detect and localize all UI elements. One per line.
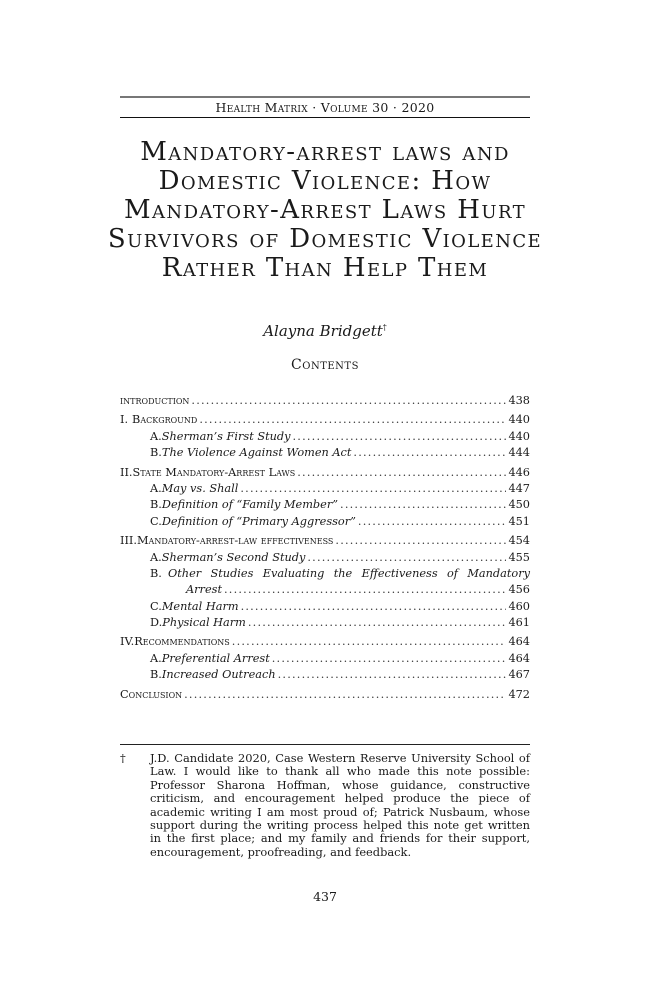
toc-leader [307, 551, 506, 564]
toc-entry-conclusion[interactable] [120, 688, 530, 704]
author-name: Alayna Bridgett [263, 322, 383, 340]
toc-entry-family-member[interactable] [120, 498, 530, 514]
toc-number: III. [120, 534, 137, 548]
running-head: Health Matrix · Volume 30 · 2020 [120, 96, 530, 118]
toc-page: 461 [508, 616, 530, 630]
toc-number: A. [150, 550, 162, 564]
toc-page: 444 [508, 446, 530, 460]
toc-leader [199, 413, 506, 426]
toc-page: 460 [508, 599, 530, 613]
toc-leader [241, 600, 507, 613]
toc-entry-other-studies[interactable] [120, 567, 530, 583]
footnote [120, 752, 530, 859]
toc-label: Definition of “Primary Aggressor” [161, 514, 356, 528]
toc-entry-may-vs-shall[interactable] [120, 482, 530, 498]
toc-entry-preferential-arrest[interactable] [120, 652, 530, 668]
toc-leader [353, 446, 506, 459]
toc-number: A. [150, 429, 162, 443]
toc-leader [293, 430, 507, 443]
toc-number: B. [150, 498, 162, 512]
toc-page: 464 [508, 635, 530, 649]
toc-entry-mental-harm[interactable] [120, 600, 530, 616]
toc-page: 456 [508, 583, 530, 597]
toc-label: Other Studies Evaluating the Effectiveness of Mandatory [168, 566, 530, 580]
toc-leader [191, 394, 506, 407]
toc-label-continued: Arrest [186, 583, 222, 597]
toc-leader [184, 688, 506, 701]
toc-leader [297, 466, 506, 479]
toc-label: Recommendations [134, 635, 230, 649]
toc-label: Mandatory-arrest-law effectiveness [136, 534, 334, 548]
toc-page: 454 [508, 534, 530, 548]
toc-leader [240, 482, 506, 495]
toc-entry-physical-harm[interactable] [120, 616, 530, 632]
page-number: 437 [313, 889, 337, 904]
toc-page: 440 [508, 413, 530, 427]
toc-leader [340, 498, 506, 511]
toc-number: II. [120, 465, 133, 479]
toc-number: I. [120, 413, 129, 427]
toc-number: A. [150, 651, 162, 665]
toc-leader [358, 515, 507, 528]
toc-label: Increased Outreach [161, 668, 276, 682]
toc-page: 464 [508, 651, 530, 665]
toc-label: May vs. Shall [161, 481, 239, 495]
toc-page: 440 [508, 429, 530, 443]
toc-number: A. [150, 481, 162, 495]
toc-entry-recommendations[interactable] [120, 635, 530, 651]
author-footnote-mark[interactable]: † [382, 323, 387, 332]
toc-label: State Mandatory-Arrest Laws [132, 465, 296, 479]
toc-number: C. [150, 514, 162, 528]
toc-leader [272, 652, 507, 665]
toc-entry-other-studies-continued[interactable] [120, 583, 530, 599]
toc-page: 455 [508, 550, 530, 564]
footnote-text: J.D. Candidate 2020, Case Western Reserve University School of Law. I would like to thank all who made this note possible: Professor Sharona Hoffman, whose guidance, constructive criticism, and encouragement helped produce the piece of academic writing I am most proud of; Patrick Nusbaum, whose support during the writing process helped this note get written in the first place; and my family and friends for their support, encouragement, proofreading, and feedback. [150, 751, 530, 859]
toc-leader [224, 583, 506, 596]
toc-page: 446 [508, 465, 530, 479]
toc-number: B. [150, 566, 162, 580]
toc-page: 451 [508, 514, 530, 528]
toc-entry-primary-aggressor[interactable] [120, 515, 530, 531]
article-title: Mandatory-arrest laws and Domestic Violence: How Mandatory-Arrest Laws Hurt Survivors of Domestic Violence Rather Than Help Them [107, 137, 543, 283]
toc-number: D. [150, 616, 163, 630]
toc-label: Conclusion [120, 687, 183, 701]
toc-page: 438 [508, 394, 530, 407]
toc-number: B. [150, 446, 162, 460]
toc-number: IV. [120, 635, 135, 649]
toc-page: 472 [508, 687, 530, 701]
toc-label: Preferential Arrest [161, 651, 270, 665]
toc-label: Sherman’s First Study [161, 429, 291, 443]
toc-label: Physical Harm [162, 616, 246, 630]
toc-number: B. [150, 668, 162, 682]
toc-page: 467 [508, 668, 530, 682]
toc-leader [278, 668, 507, 681]
toc-entry-shermans-second-study[interactable] [120, 551, 530, 567]
footnote-rule [120, 744, 530, 745]
author-line [120, 322, 530, 340]
toc-entry-effectiveness[interactable] [120, 534, 530, 550]
toc-label: Mental Harm [161, 599, 239, 613]
toc-leader [248, 616, 507, 629]
toc-leader [335, 534, 506, 547]
toc-leader [232, 635, 507, 648]
toc-label: introduction [120, 394, 190, 407]
toc-entry-introduction[interactable] [120, 394, 530, 410]
toc-entry-vawa[interactable] [120, 446, 530, 462]
toc-page: 450 [508, 498, 530, 512]
toc-entry-shermans-first-study[interactable] [120, 430, 530, 446]
toc-label: Definition of “Family Member” [161, 498, 339, 512]
toc-page: 447 [508, 481, 530, 495]
contents-heading: Contents [291, 357, 359, 373]
table-of-contents [120, 394, 530, 704]
footnote-mark: † [120, 751, 126, 765]
toc-entry-increased-outreach[interactable] [120, 668, 530, 684]
toc-entry-state-laws[interactable] [120, 466, 530, 482]
toc-label: Sherman’s Second Study [161, 550, 306, 564]
toc-label: The Violence Against Women Act [161, 446, 352, 460]
toc-entry-background[interactable] [120, 413, 530, 429]
toc-number: C. [150, 599, 162, 613]
toc-label: Background [132, 413, 198, 427]
